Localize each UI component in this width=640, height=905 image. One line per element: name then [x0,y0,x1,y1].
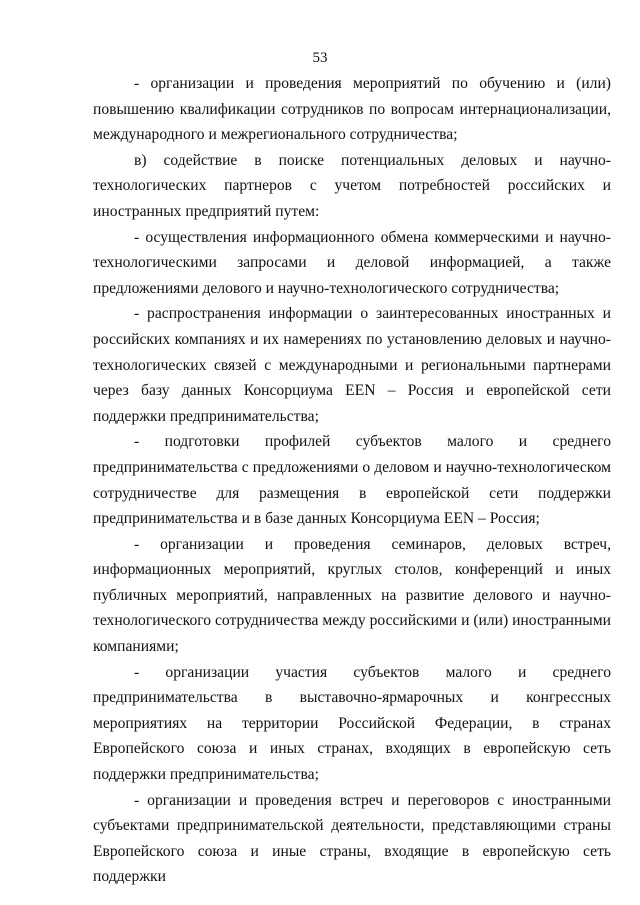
paragraph-information-exchange: - осуществления информационного обмена коммерческими и научно-технологическими запросами и деловой информацией, а также предложениями делового и научно-технологического сотрудничества; [93,228,611,297]
paragraph-exhibition-participation: - организации участия субъектов малого и среднего предпринимательства в выставочно-ярмарочных и конгрессных мероприятиях на территории Российской Федерации, в странах Европейского союза и иных странах, входящих в европейскую сеть поддержки предпринимательства; [93,663,611,784]
paragraph-information-distribution: - распространения информации о заинтересованных иностранных и российских компаниях и их намерениях по установлению деловых и научно-технологических связей с международными и региональными партнерами через базу данных Консорциума EEN – Россия и европейской сети поддержки предпринимательства; [93,305,611,425]
paragraph-training-events: - организации и проведения мероприятий по обучению и (или) повышению квалификации сотрудников по вопросам интернационализации, международного и межрегионального сотрудничества; [93,75,611,144]
paragraph-profile-preparation: - подготовки профилей субъектов малого и среднего предпринимательства с предложениями о деловом и научно-технологическом сотрудничестве для размещения в европейской сети поддержки предпринимательства и в базе данных Консорциума EEN – Россия; [93,433,611,528]
paragraph-partner-search: в) содействие в поиске потенциальных деловых и научно-технологических партнеров с учетом потребностей российских и иностранных предприятий путем: [93,151,611,220]
paragraph-seminars-organization: - организации и проведения семинаров, деловых встреч, информационных мероприятий, круглых столов, конференций и иных публичных мероприятий, направленных на развитие делового и научно-технологического сотрудничества между российскими и (или) иностранными компаниями; [93,535,611,656]
document-body [93,71,611,890]
page-number: 53 [312,50,328,66]
paragraph-negotiations-organization: - организации и проведения встреч и переговоров с иностранными субъектами предпринимательской деятельности, представляющими страны Европейского союза и иные страны, входящие в европейскую сеть поддержки [93,791,611,886]
